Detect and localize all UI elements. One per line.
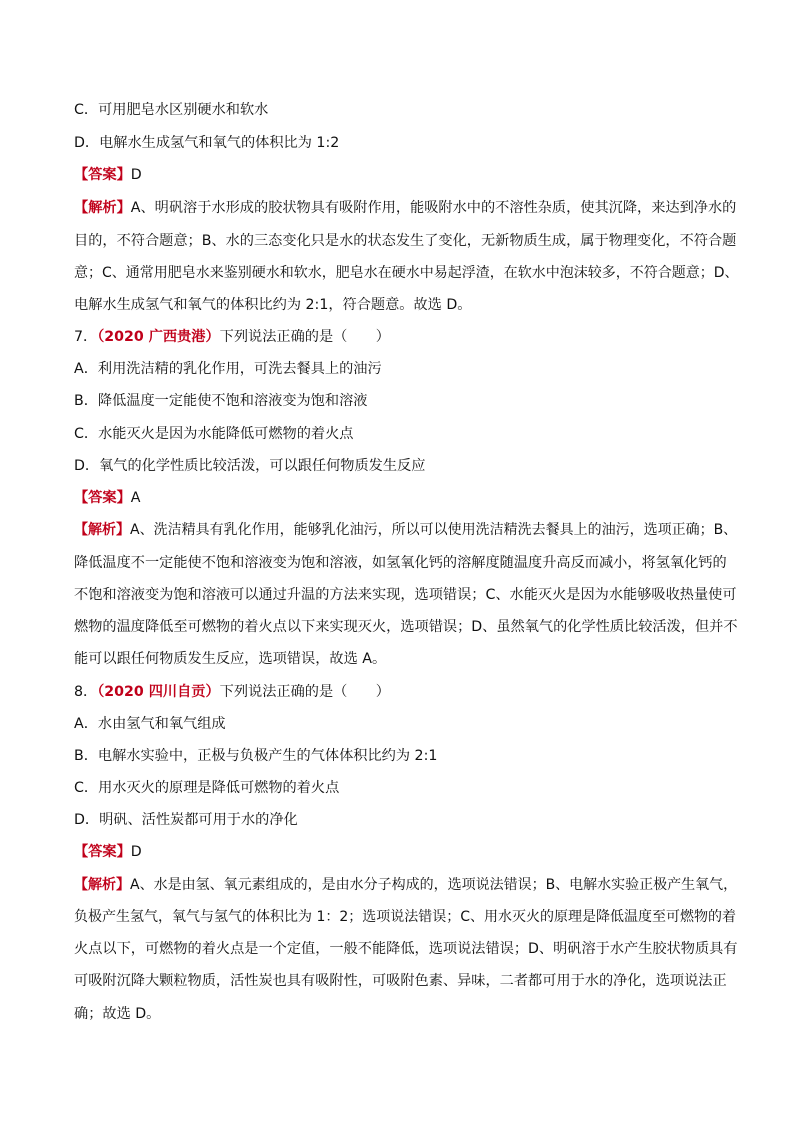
q8-option-b: B．电解水实验中，正极与负极产生的气体体积比约为 2:1: [74, 748, 438, 764]
q6-option-d: D．电解水生成氢气和氧气的体积比为 1:2: [74, 135, 340, 151]
question-source: （2020 广西贵港）: [97, 329, 220, 345]
q8-option-a: A．水由氢气和氧气组成: [74, 716, 226, 732]
q7-analysis-line: 不饱和溶液变为饱和溶液可以通过升温的方法来实现，选项错误；C、水能灭火是因为水能够吸收热量使可: [74, 587, 737, 603]
q6-analysis-line: 电解水生成氢气和氧气的体积比约为 2:1，符合题意。故选 D。: [74, 297, 472, 313]
q6-analysis-line: 意；C、通常用肥皂水来鉴别硬水和软水，肥皂水在硬水中易起浮渣，在软水中泡沫较多，不符合题意；D、: [74, 265, 739, 281]
q7-option-c: C．水能灭火是因为水能降低可燃物的着火点: [74, 426, 354, 442]
answer-label: 【答案】: [74, 167, 131, 183]
q6-option-c: C．可用肥皂水区别硬水和软水: [74, 102, 269, 118]
q7-answer: [74, 488, 140, 508]
q7-stem: [74, 327, 390, 347]
q8-stem: [74, 682, 390, 702]
q7-option-d: D．氧气的化学性质比较活泼，可以跟任何物质发生反应: [74, 458, 426, 474]
q8-answer: [74, 842, 142, 862]
q6-answer: [74, 165, 142, 185]
question-text: 下列说法正确的是（ ）: [219, 684, 390, 700]
question-text: 下列说法正确的是（ ）: [219, 329, 390, 345]
answer-value: D: [130, 167, 142, 183]
q7-option-b: B．降低温度一定能使不饱和溶液变为饱和溶液: [74, 393, 368, 409]
answer-value: D: [130, 844, 142, 860]
q8-analysis-line: 负极产生氢气，氧气与氢气的体积比为 1：2；选项说法错误；C、用水灭火的原理是降低温度至可燃物的着: [74, 909, 737, 925]
q8-analysis-line: 火点以下，可燃物的着火点是一个定值，一般不能降低，选项说法错误；D、明矾溶于水产生胶状物质具有: [74, 941, 738, 957]
q7-option-a: A．利用洗洁精的乳化作用，可洗去餐具上的油污: [74, 361, 382, 377]
q7-analysis-line: 燃物的温度降低至可燃物的着火点以下来实现灭火，选项错误；D、虽然氧气的化学性质比较活泼，但并不: [74, 619, 738, 635]
q8-analysis-line: 确；故选 D。: [74, 1006, 161, 1022]
q8-analysis-line: 可吸附沉降大颗粒物质，活性炭也具有吸附性，可吸附色素、异味，二者都可用于水的净化，选项说法正: [74, 973, 727, 989]
q8-analysis-line: 【解析】A、水是由氢、氧元素组成的，是由水分子构成的，选项说法错误；B、电解水实验正极产生氧气，: [74, 877, 738, 893]
analysis-label: 【解析】: [74, 200, 131, 216]
analysis-label: 【解析】: [74, 877, 130, 893]
question-number: 7．: [74, 329, 98, 345]
q6-analysis-line: 目的，不符合题意；B、水的三态变化只是水的状态发生了变化，无新物质生成，属于物理变化，不符合题: [74, 233, 737, 249]
question-source: （2020 四川自贡）: [97, 684, 220, 700]
answer-label: 【答案】: [74, 490, 131, 506]
q8-option-d: D．明矾、活性炭都可用于水的净化: [74, 812, 298, 828]
q7-analysis-line: 【解析】A、洗洁精具有乳化作用，能够乳化油污，所以可以使用洗洁精洗去餐具上的油污，选项正确；B、: [74, 522, 738, 538]
q7-analysis-line: 降低温度不一定能使不饱和溶液变为饱和溶液，如氢氧化钙的溶解度随温度升高反而减小，将氢氧化钙的: [74, 555, 727, 571]
question-number: 8．: [74, 684, 98, 700]
q8-option-c: C．用水灭火的原理是降低可燃物的着火点: [74, 780, 340, 796]
q6-analysis-line: 【解析】A、明矾溶于水形成的胶状物具有吸附作用，能吸附水中的不溶性杂质，使其沉降，来达到净水的: [74, 200, 737, 216]
answer-value: A: [130, 490, 141, 506]
answer-label: 【答案】: [74, 844, 131, 860]
q7-analysis-line: 能可以跟任何物质发生反应，选项错误，故选 A。: [74, 651, 387, 667]
analysis-label: 【解析】: [74, 522, 130, 538]
